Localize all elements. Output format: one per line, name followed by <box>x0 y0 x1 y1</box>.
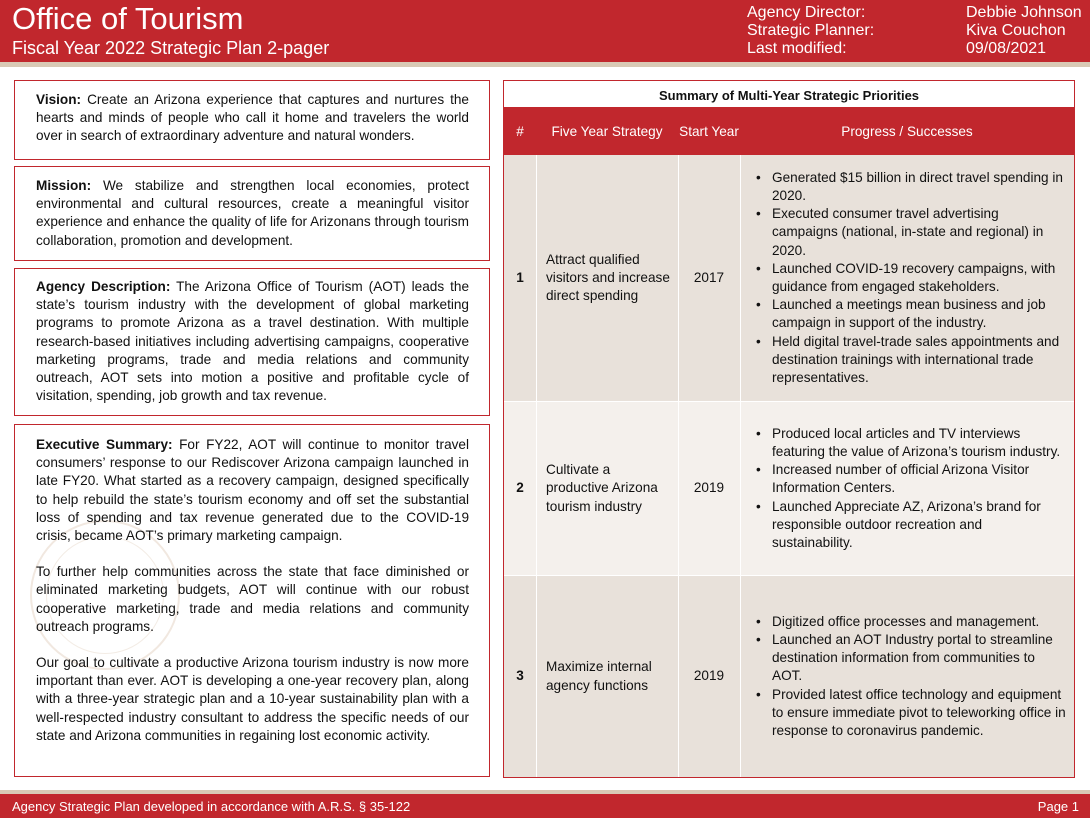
column-divider <box>536 155 537 777</box>
executive-summary-label: Executive Summary: <box>36 437 173 452</box>
last-modified-value: 09/08/2021 <box>966 40 1047 57</box>
agency-director-value: Debbie Johnson <box>966 4 1082 21</box>
row-number: 2 <box>516 480 524 496</box>
column-divider <box>740 155 741 777</box>
priorities-table <box>503 80 1075 778</box>
vision-box <box>14 80 490 160</box>
agency-description-text <box>36 278 469 405</box>
page-header <box>0 0 1090 62</box>
row-start-year: 2019 <box>693 668 725 684</box>
row-progress <box>740 576 1074 777</box>
progress-list <box>754 613 1066 740</box>
column-header-number: # <box>516 123 524 139</box>
progress-item: • Increased number of official Arizona Visitor Information Centers. <box>754 461 1066 497</box>
footer-page-number: Page 1 <box>1037 799 1079 814</box>
table-row <box>504 576 1074 777</box>
progress-item: • Generated $15 billion in direct travel spending in 2020. <box>754 169 1066 205</box>
progress-item: • Launched a meetings mean business and job campaign in support of the industry. <box>754 296 1066 332</box>
mission-text <box>36 177 469 250</box>
progress-item: • Executed consumer travel advertising campaigns (national, in-state and regional) in 2020. <box>754 205 1066 260</box>
column-header-progress: Progress / Successes <box>841 123 973 139</box>
progress-item: • Produced local articles and TV interviews featuring the value of Arizona’s tourism industry. <box>754 425 1066 461</box>
vision-text <box>36 91 469 146</box>
row-progress <box>740 155 1074 401</box>
footer-statute-note: Agency Strategic Plan developed in accordance with A.R.S. § 35-122 <box>12 799 411 814</box>
row-strategy: Cultivate a productive Arizona tourism industry <box>546 462 658 514</box>
column-header-strategy: Five Year Strategy <box>551 123 663 139</box>
column-header-start-year: Start Year <box>679 123 739 139</box>
executive-summary-paragraph-2: To further help communities across the state that face diminished or eliminated marketing budgets, AOT will continue with our robust cooperative marketing, trade and media relations and community outreach programs. <box>36 564 469 634</box>
last-modified-label: Last modified: <box>747 40 847 57</box>
progress-item: • Digitized office processes and management. <box>754 613 1066 631</box>
row-number: 3 <box>516 668 524 684</box>
row-strategy: Maximize internal agency functions <box>546 659 652 693</box>
page-title: Office of Tourism <box>12 1 244 36</box>
progress-list <box>754 169 1066 387</box>
executive-summary-paragraph-1 <box>36 436 469 545</box>
strategic-planner-label: Strategic Planner: <box>747 22 875 39</box>
table-row <box>504 155 1074 401</box>
agency-description-body: The Arizona Office of Tourism (AOT) leads the state’s tourism industry with the development of global marketing programs to promote Arizona as a travel destination. With multiple research-based initiatives including advertising campaigns, cooperative marketing programs, trade and media relations and community outreach, AOT sets into motion a positive and profitable cycle of visitation, spending, job growth and tax revenue. <box>36 279 470 404</box>
row-start-year: 2019 <box>693 480 725 496</box>
agency-description-label: Agency Description: <box>36 279 171 294</box>
agency-description-box <box>14 268 490 416</box>
progress-item: • Launched Appreciate AZ, Arizona’s brand for responsible outdoor recreation and sustainability. <box>754 498 1066 553</box>
progress-item: • Held digital travel-trade sales appointments and destination trainings with international trade representatives. <box>754 333 1066 388</box>
mission-body: We stabilize and strengthen local economies, protect environmental and cultural resources, create a meaningful visitor experience and enhance the quality of life for Arizonans through tourism collaboration, promotion and development. <box>36 178 469 248</box>
table-row <box>504 402 1074 575</box>
strategic-planner-value: Kiva Couchon <box>966 22 1066 39</box>
executive-summary-paragraph-3: Our goal to cultivate a productive Arizona tourism industry is now more important than ever. AOT is developing a one-year recovery plan, along with a three-year strategic plan and a 10-year sustainability plan with a well-respected industry consultant to address the specific needs of our state and Arizona communities in regaining lost economic activity. <box>36 655 469 743</box>
header-meta-values <box>966 4 1082 58</box>
progress-item: • Provided latest office technology and equipment to ensure immediate pivot to teleworking office in response to coronavirus pandemic. <box>754 686 1066 741</box>
row-strategy: Attract qualified visitors and increase direct spending <box>546 251 670 304</box>
page-subtitle: Fiscal Year 2022 Strategic Plan 2-pager <box>12 38 330 58</box>
executive-summary-body-1: For FY22, AOT will continue to monitor travel consumers’ response to our Rediscover Arizona campaign launched in late FY20. What started as a recovery campaign, designed specifically to help rebuild the state’s tourism economy and off set the substantial loss of spending and tax revenue generated due to the COVID-19 crisis, became AOT’s primary marketing campaign. <box>36 437 470 544</box>
priorities-table-title: Summary of Multi-Year Strategic Priorities <box>658 88 920 103</box>
mission-box <box>14 166 490 261</box>
header-meta-labels <box>747 4 874 58</box>
row-progress <box>740 402 1074 575</box>
page-footer <box>0 794 1090 818</box>
vision-label: Vision: <box>36 92 82 107</box>
header-divider <box>0 62 1090 67</box>
progress-item: • Launched COVID-19 recovery campaigns, with guidance from engaged stakeholders. <box>754 260 1066 296</box>
vision-body: Create an Arizona experience that captures and nurtures the hearts and minds of people who call it home and travelers the world over in search of extraordinary adventure and natural wonders. <box>36 92 469 144</box>
column-divider <box>678 155 679 777</box>
row-start-year: 2017 <box>693 269 725 285</box>
progress-list <box>754 425 1066 552</box>
row-number: 1 <box>516 269 524 285</box>
mission-label: Mission: <box>36 178 92 193</box>
progress-item: • Launched an AOT Industry portal to streamline destination information from communities to AOT. <box>754 631 1066 686</box>
executive-summary-box <box>14 424 490 777</box>
priorities-table-header <box>504 107 1074 155</box>
agency-director-label: Agency Director: <box>747 4 866 21</box>
